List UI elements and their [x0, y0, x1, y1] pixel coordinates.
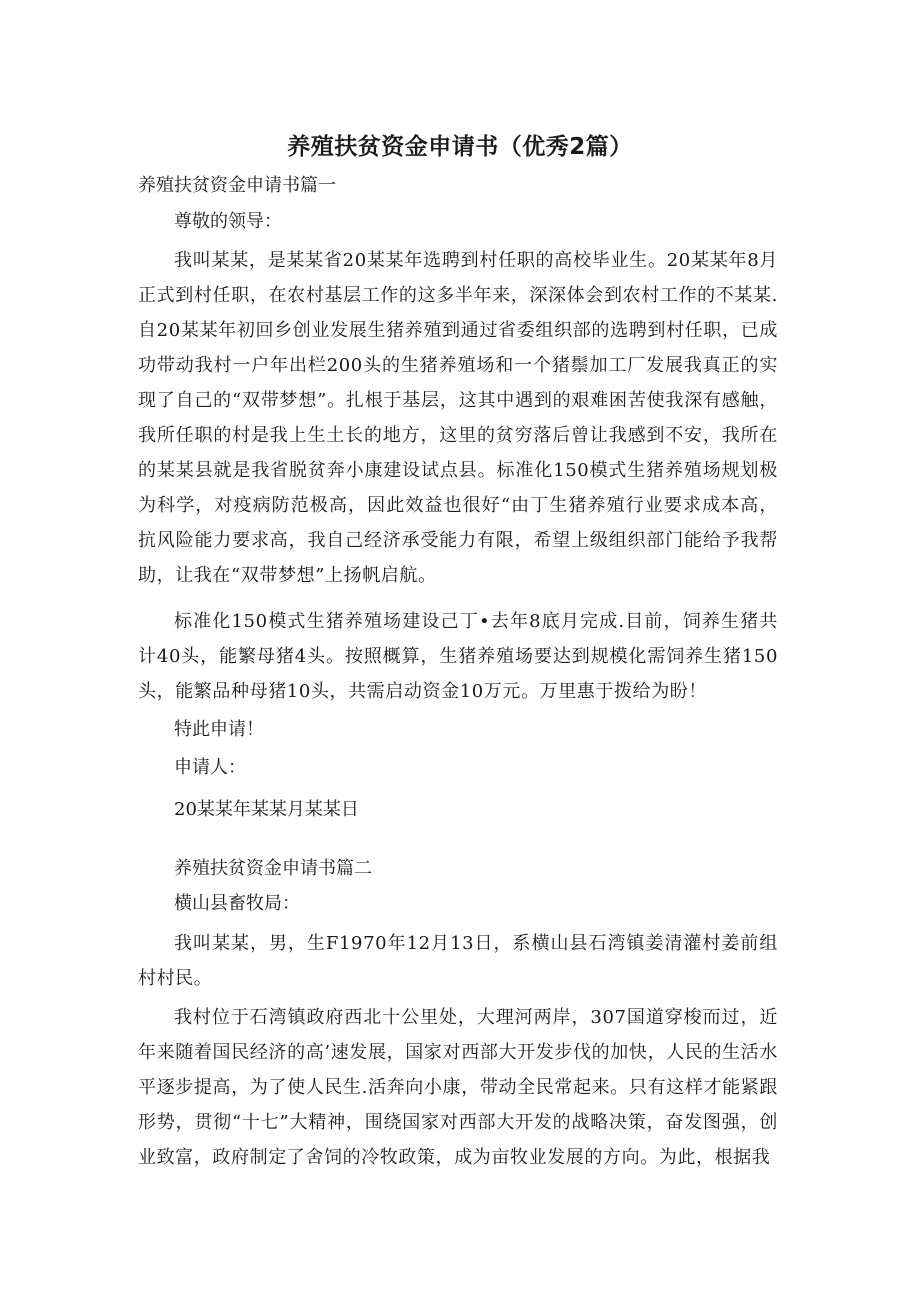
salutation: 尊敬的领导：: [174, 211, 282, 232]
body-paragraph: 我叫某某，是某某省20某某年选聘到村任职的高校毕业生。20某某年8月正式到村任职，在农村基层工作的这多半年来，深深体会到农村工作的不某某.自20某某年初回乡创业发展生猪养殖到通过省委组织部的选聘到村任职，已成功带动我村一户年出栏200头的生猪养殖场和一个猪鬃加工厂发展我真正的实现了自己的“双带梦想”。扎根于基层，这其中遇到的艰难困苦使我深有感触，我所任职的村是我上生土长的地方，这里的贫穷落后曾让我感到不安，我所在的某某县就是我省脱贫奔小康建设试点县。标准化150模式生猪养殖场规划极为科学，对疫病防范极高，因此效益也很好“由丁生猪养殖行业要求成本高，抗风险能力要求高，我自己经济承受能力有限，希望上级组织部门能给予我帮助，让我在“双带梦想”上扬帆启航。: [138, 250, 778, 586]
salutation: 横山县畜牧局：: [174, 893, 300, 914]
applicant-label: 申请人：: [174, 757, 246, 778]
document-title: 养殖扶贫资金申请书（优秀2篇）: [287, 134, 633, 160]
body-paragraph: 标准化150模式生猪养殖场建设己丁•去年8底月完成.目前，饲养生猪共计40头，能繁母猪4头。按照概算，生猪养殖场要达到规模化需饲养生猪150头，能繁品种母猪10头，共需启动资金10万元。万里惠于拨给为盼！: [138, 611, 778, 702]
body-paragraph: 我村位于石湾镇政府西北十公里处，大理河两岸，307国道穿梭而过，近年来随着国民经济的高’速发展，国家对西部大开发步伐的加快，人民的生活水平逐步提高，为了使人民生.活奔向小康，带动全民常起来。只有这样才能紧跟形势，贯彻“十七”大精神，围绕国家对西部大开发的战略决策，奋发图强，创业致富，政府制定了舍饲的冷牧政策，成为亩牧业发展的方向。为此，根据我: [138, 1007, 778, 1168]
closing-statement: 特此申请！: [174, 719, 264, 740]
section-heading: 养殖扶贫资金申请书篇二: [174, 858, 372, 879]
date-line: 20某某年某某月某某日: [174, 799, 359, 820]
section-heading: 养殖扶贫资金申请书篇一: [138, 175, 336, 196]
body-paragraph: 我叫某某，男，生F1970年12月13日，系横山县石湾镇姜清灌村姜前组村村民。: [138, 933, 778, 989]
